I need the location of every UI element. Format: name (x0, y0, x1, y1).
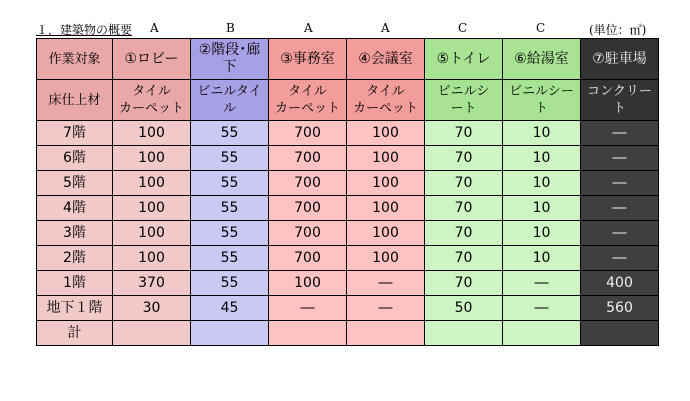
area-cell: 100 (113, 171, 191, 196)
column-header: ④会議室 (347, 39, 425, 80)
column-header: ③事務室 (269, 39, 347, 80)
area-cell: 100 (347, 221, 425, 246)
floor-label: 2階 (37, 246, 113, 271)
area-cell: 700 (269, 196, 347, 221)
area-cell: 700 (269, 246, 347, 271)
row-label: 床仕上材 (37, 80, 113, 121)
column-header: ①ロビー (113, 39, 191, 80)
area-cell (347, 321, 425, 346)
area-cell: 70 (425, 171, 503, 196)
area-cell: ― (581, 196, 659, 221)
area-cell: ― (503, 296, 581, 321)
area-cell: 100 (113, 196, 191, 221)
area-cell: 45 (191, 296, 269, 321)
area-cell: 700 (269, 221, 347, 246)
area-cell: 10 (503, 171, 581, 196)
grade-label: C (458, 21, 468, 35)
area-cell: 55 (191, 171, 269, 196)
area-cell: 400 (581, 271, 659, 296)
table-row (37, 321, 659, 346)
header-row-material (37, 80, 659, 121)
area-cell: 100 (347, 246, 425, 271)
area-cell: 70 (425, 246, 503, 271)
table-row (37, 171, 659, 196)
area-cell: 30 (113, 296, 191, 321)
area-cell: 100 (347, 121, 425, 146)
area-cell: 700 (269, 146, 347, 171)
area-cell: 100 (113, 146, 191, 171)
area-cell (581, 321, 659, 346)
area-cell (269, 321, 347, 346)
table-row (37, 146, 659, 171)
floor-label: 6階 (37, 146, 113, 171)
area-cell: 560 (581, 296, 659, 321)
area-cell: 70 (425, 221, 503, 246)
floor-area-table (36, 38, 659, 346)
floor-label: 7階 (37, 121, 113, 146)
area-cell: 100 (269, 271, 347, 296)
floor-label: 1階 (37, 271, 113, 296)
area-cell (191, 321, 269, 346)
area-cell: ― (581, 246, 659, 271)
area-cell: 70 (425, 121, 503, 146)
floor-label: 3階 (37, 221, 113, 246)
table-row (37, 221, 659, 246)
material-header: タイル カーペット (269, 80, 347, 121)
floor-label: 地下１階 (37, 296, 113, 321)
area-cell (113, 321, 191, 346)
title-row (36, 20, 658, 38)
area-cell (425, 321, 503, 346)
area-cell: 10 (503, 246, 581, 271)
floor-label: 5階 (37, 171, 113, 196)
table-row (37, 296, 659, 321)
grade-label: A (150, 21, 159, 35)
table-row (37, 271, 659, 296)
area-cell: 100 (113, 246, 191, 271)
area-cell (503, 321, 581, 346)
area-cell: ― (581, 171, 659, 196)
area-cell: ― (503, 271, 581, 296)
page-title: １．建築物の概要 (36, 23, 133, 37)
grade-label: C (536, 21, 546, 35)
material-header: タイル カーペット (347, 80, 425, 121)
row-label: 作業対象 (37, 39, 113, 80)
floor-label: 4階 (37, 196, 113, 221)
area-cell: 700 (269, 171, 347, 196)
material-header: ビニルシー ト (503, 80, 581, 121)
area-cell: 10 (503, 121, 581, 146)
material-header: コンクリー ト (581, 80, 659, 121)
grade-label: A (304, 21, 313, 35)
area-cell: 70 (425, 271, 503, 296)
area-cell: ― (581, 221, 659, 246)
area-cell: 55 (191, 271, 269, 296)
area-cell: 50 (425, 296, 503, 321)
unit-label: (単位：㎡) (589, 23, 647, 37)
column-header: ⑦駐車場 (581, 39, 659, 80)
area-cell: 10 (503, 196, 581, 221)
material-header: ビニルシ ート (425, 80, 503, 121)
area-cell: 10 (503, 221, 581, 246)
area-cell: 55 (191, 121, 269, 146)
area-cell: 100 (347, 196, 425, 221)
column-header: ②階段･廊 下 (191, 39, 269, 80)
area-cell: 370 (113, 271, 191, 296)
area-cell: 100 (347, 171, 425, 196)
area-cell: 100 (113, 121, 191, 146)
material-header: タイル カーペット (113, 80, 191, 121)
floor-label: 計 (37, 321, 113, 346)
table-row (37, 196, 659, 221)
table-row (37, 121, 659, 146)
header-row-target (37, 39, 659, 80)
area-cell: 70 (425, 196, 503, 221)
area-cell: 55 (191, 246, 269, 271)
area-cell: 700 (269, 121, 347, 146)
area-cell: 55 (191, 146, 269, 171)
grade-label: A (381, 21, 390, 35)
area-cell: 100 (347, 146, 425, 171)
area-cell: ― (581, 146, 659, 171)
table-row (37, 246, 659, 271)
material-header: ビニルタイ ル (191, 80, 269, 121)
area-cell: 100 (113, 221, 191, 246)
area-cell: 70 (425, 146, 503, 171)
area-cell: ― (581, 121, 659, 146)
table-body (37, 121, 659, 346)
column-header: ⑥給湯室 (503, 39, 581, 80)
area-cell: 55 (191, 221, 269, 246)
grade-label: B (226, 21, 235, 35)
area-cell: 10 (503, 146, 581, 171)
area-cell: ― (269, 296, 347, 321)
area-cell: ― (347, 296, 425, 321)
area-cell: 55 (191, 196, 269, 221)
column-header: ⑤トイレ (425, 39, 503, 80)
area-cell: ― (347, 271, 425, 296)
